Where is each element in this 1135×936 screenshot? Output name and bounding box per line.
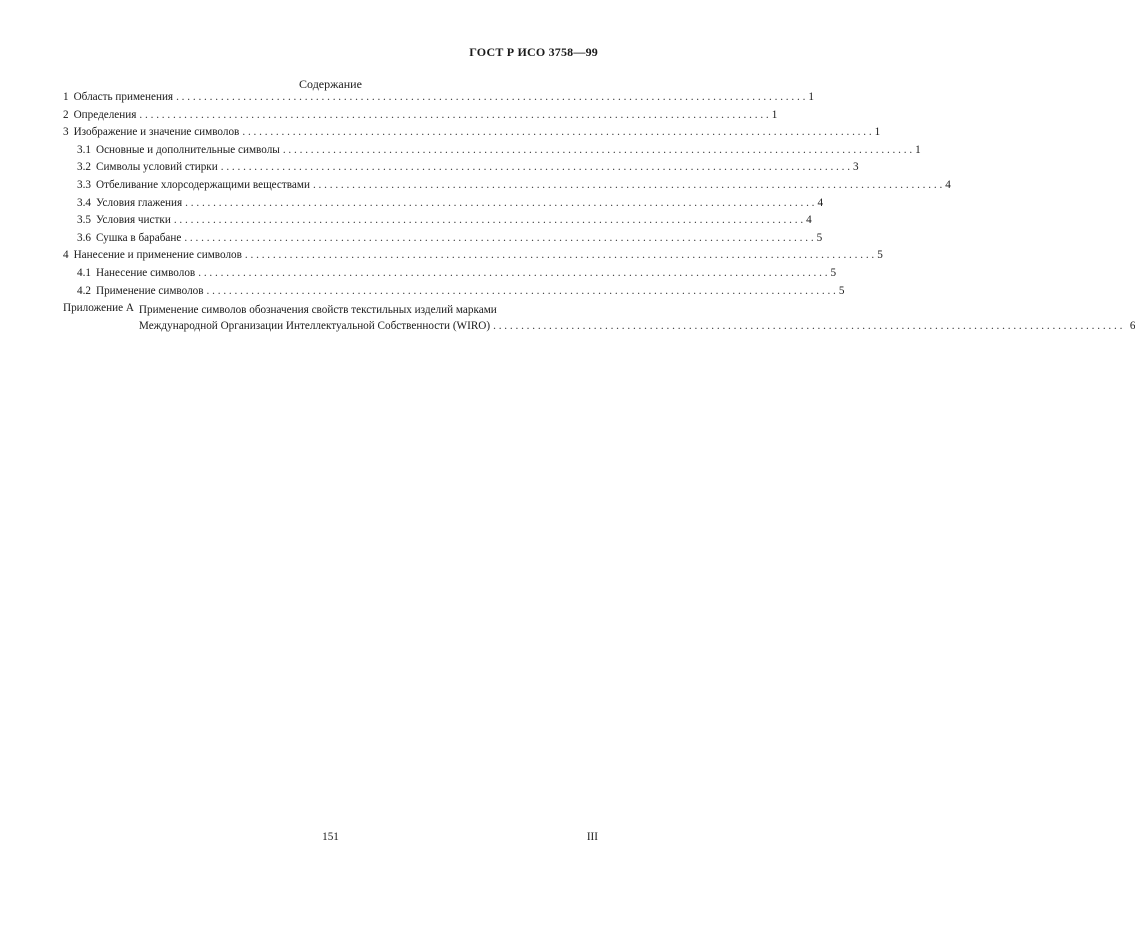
toc-entry[interactable] [63, 143, 921, 162]
toc-entry-page: 5 [838, 284, 845, 297]
toc-entry-number: 4.1 [77, 266, 91, 279]
toc-entry[interactable] [63, 196, 824, 215]
leader-dots [493, 320, 1122, 332]
toc-entry-number: 3.6 [77, 231, 91, 244]
toc-entry-number: 4.2 [77, 284, 91, 297]
toc-entry[interactable] [63, 249, 883, 267]
toc-entry[interactable] [63, 284, 845, 303]
leader-dots [185, 197, 814, 209]
toc-entry-number: 3.2 [77, 161, 91, 174]
document-code: ГОСТ Р ИСО 3758—99 [469, 45, 598, 59]
appendix-page: 6 [1129, 319, 1135, 332]
toc-entry-number: 1 [63, 91, 69, 103]
toc-entry-page: 5 [816, 231, 823, 244]
toc-entry-number: 3.1 [77, 143, 91, 156]
toc-entry-page: 1 [808, 91, 814, 103]
appendix-label: Приложение А [63, 302, 134, 315]
toc-entry-title: Условия чистки [95, 214, 171, 227]
toc-entry[interactable] [63, 266, 837, 285]
toc-entry-number: 3.5 [77, 214, 91, 227]
toc-appendix-entry[interactable] [63, 302, 1135, 337]
toc-entry-page: 1 [771, 108, 778, 121]
appendix-title-line1: Применение символов обозначения свойств текстильных изделий марками [138, 304, 497, 317]
toc-entry[interactable] [63, 231, 823, 250]
leader-dots [221, 161, 850, 173]
toc-title: Содержание [299, 77, 362, 91]
toc-entry-title: Изображение и значение символов [73, 126, 240, 139]
toc-entry-page: 1 [874, 126, 881, 139]
roman-page-number: III [586, 831, 598, 843]
leader-dots [176, 91, 805, 103]
toc-entry[interactable] [63, 126, 881, 144]
toc-entry-title: Область применения [73, 91, 174, 103]
leader-dots [184, 232, 813, 244]
toc-entry-page: 1 [915, 143, 921, 156]
toc-entry[interactable] [63, 214, 812, 232]
toc-entry-page: 4 [806, 214, 812, 227]
toc-entry-title: Нанесение и применение символов [73, 249, 242, 262]
toc-entry-number: 4 [63, 249, 69, 262]
page-number: 151 [322, 831, 339, 843]
leader-dots [207, 285, 836, 297]
leader-dots [283, 144, 912, 156]
toc-entry-number: 3.3 [77, 178, 91, 191]
toc-entry[interactable] [63, 91, 814, 109]
toc-entry-title: Определения [73, 108, 137, 121]
toc-entry[interactable] [63, 108, 778, 127]
toc-entry-number: 3.4 [77, 196, 91, 209]
leader-dots [245, 249, 874, 261]
leader-dots [139, 109, 768, 121]
toc-entry-page: 5 [830, 266, 837, 279]
toc-entry-title: Отбеливание хлорсодержащими веществами [95, 178, 310, 191]
leader-dots [313, 179, 942, 191]
toc-entry-title: Основные и дополнительные символы [95, 143, 280, 156]
leader-dots [174, 214, 803, 226]
toc-entry-title: Нанесение символов [95, 266, 196, 279]
toc-entry-title: Условия глажения [95, 196, 183, 209]
toc-entry-page: 3 [853, 161, 859, 174]
toc-entry-page: 4 [945, 178, 951, 191]
leader-dots [242, 126, 871, 138]
toc-entry-number: 2 [63, 108, 69, 121]
toc-entry[interactable] [63, 161, 859, 179]
toc-entry-number: 3 [63, 126, 69, 139]
toc-entry[interactable] [63, 178, 951, 197]
toc-entry-title: Применение символов [95, 284, 204, 297]
toc-entry-title: Символы условий стирки [95, 161, 218, 174]
appendix-title-line2: Международной Организации Интеллектуальной Собственности (WIRO) [138, 319, 491, 332]
table-of-contents [63, 91, 1135, 337]
toc-entry-page: 4 [817, 196, 824, 209]
toc-entry-title: Сушка в барабане [95, 231, 182, 244]
leader-dots [198, 267, 827, 279]
toc-entry-page: 5 [877, 249, 883, 262]
